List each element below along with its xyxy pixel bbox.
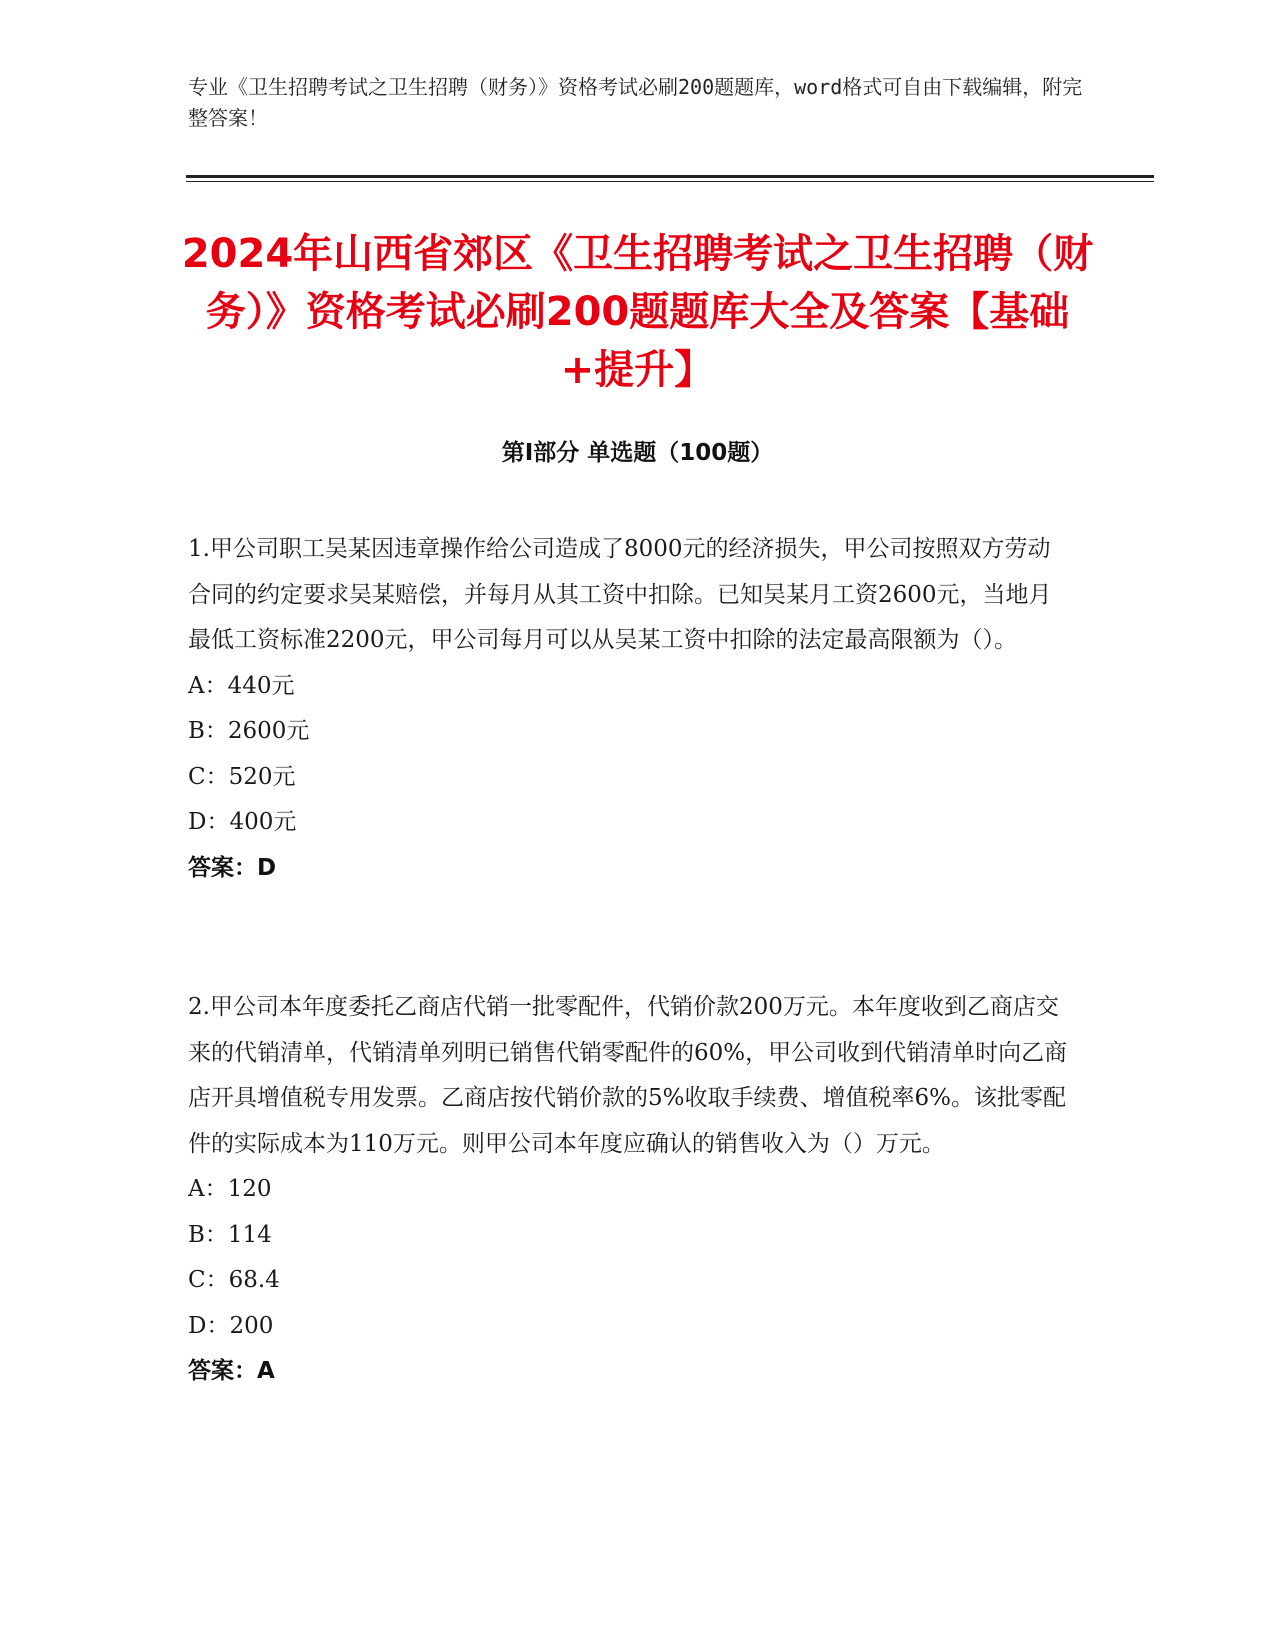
question-block [188,527,1068,891]
option-b: B：2600元 [188,718,310,744]
option-c: C：520元 [188,763,296,790]
option-d: D：400元 [188,809,297,835]
header-divider-thick [186,175,1154,178]
question-stem: 2.甲公司本年度委托乙商店代销一批零配件，代销价款200万元。本年度收到乙商店交来的代销清单，代销清单列明已销售代销零配件的60%，甲公司收到代销清单时向乙商店开具增值税专用发票。乙商店按代销价款的5%收取手续费、增值税率6%。该批零配件的实际成本为110万元。则甲公司本年度应确认的销售收入为（）万元。 [188,994,1068,1157]
option-d: D：200 [188,1312,274,1339]
header-divider-thin [186,181,1154,182]
option-a: A：120 [188,1176,272,1202]
section-title: 第I部分 单选题（100题） [501,440,774,466]
header-note: 专业《卫生招聘考试之卫生招聘（财务）》资格考试必刷200题题库，word格式可自由下载编辑，附完整答案！ [188,75,1083,130]
answer-line: 答案：D [188,854,277,881]
document-title: 2024年山西省郊区《卫生招聘考试之卫生招聘（财务）》资格考试必刷200题题库大全及答案【基础+提升】 [181,231,1094,393]
option-b: B：114 [188,1221,272,1248]
option-a: A：440元 [188,672,295,699]
question-stem: 1.甲公司职工吴某因违章操作给公司造成了8000元的经济损失，甲公司按照双方劳动合同的约定要求吴某赔偿，并每月从其工资中扣除。已知吴某月工资2600元，当地月最低工资标准2200元，甲公司每月可以从吴某工资中扣除的法定最高限额为（）。 [188,536,1052,653]
question-block [188,985,1068,1395]
option-c: C：68.4 [188,1267,280,1293]
answer-line: 答案：A [188,1358,275,1384]
